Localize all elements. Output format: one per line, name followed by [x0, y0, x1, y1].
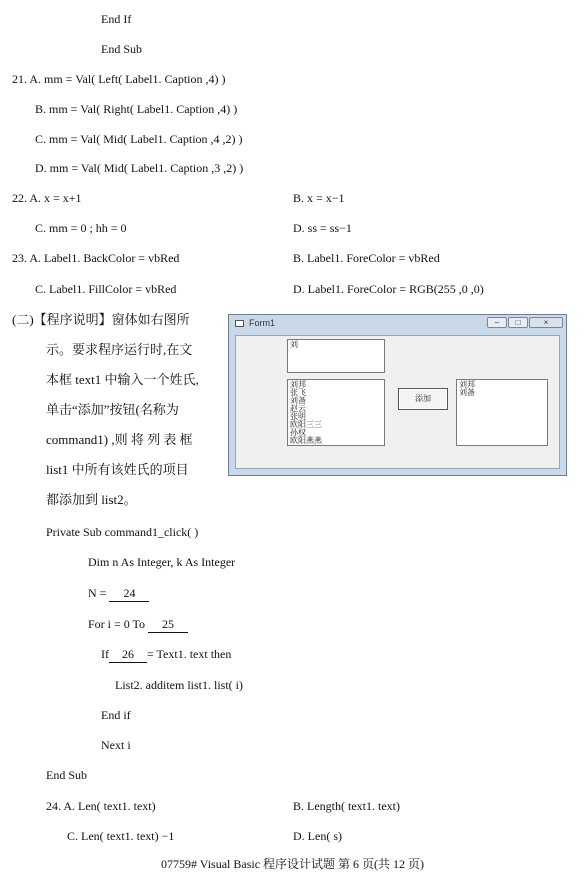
list1-item[interactable]: 张飞 — [290, 388, 306, 397]
code-line-dim: Dim n As Integer, k As Integer — [88, 555, 236, 569]
blank-26: 26 — [109, 646, 147, 663]
code-line-for — [88, 616, 188, 633]
list2-item[interactable]: 刘邦 — [459, 380, 475, 389]
code-line-n — [88, 585, 149, 602]
section-desc-line-3: 本框 text1 中输入一个姓氏, — [46, 372, 199, 387]
page-footer: 07759# Visual Basic 程序设计试题 第 6 页(共 12 页) — [160, 857, 425, 871]
close-icon[interactable]: × — [529, 317, 563, 328]
section-desc-line-4: 单击“添加”按钮(名称为 — [46, 402, 179, 417]
q22-option-b: B. x = x−1 — [293, 191, 345, 205]
q24-option-a: 24. A. Len( text1. text) — [46, 799, 156, 813]
blank-24: 24 — [109, 585, 149, 602]
q21-option-a: 21. A. mm = Val( Left( Label1. Caption ,4) ) — [12, 72, 226, 86]
q22-option-a: 22. A. x = x+1 — [12, 191, 82, 205]
code-line-endsub: End Sub — [46, 768, 88, 782]
maximize-icon[interactable]: □ — [508, 317, 528, 328]
q22-option-c: C. mm = 0 ; hh = 0 — [35, 221, 127, 235]
code-line-endif: End if — [101, 708, 131, 722]
code-line-end-sub: End Sub — [101, 42, 143, 56]
minimize-icon[interactable]: – — [487, 317, 507, 328]
form1-titlebar — [229, 315, 566, 333]
q21-option-c: C. mm = Val( Mid( Label1. Caption ,4 ,2) ) — [35, 132, 243, 146]
q24-option-d: D. Len( s) — [293, 829, 342, 843]
q23-option-c: C. Label1. FillColor = vbRed — [35, 282, 177, 296]
code-for-prefix: For i = 0 To — [88, 617, 146, 631]
section-desc-line-2: 示。要求程序运行时,在文 — [46, 342, 193, 357]
list1-item[interactable]: 刘邦 — [290, 380, 306, 389]
add-button[interactable]: 添加 — [398, 388, 448, 410]
form1-client-area — [235, 335, 560, 469]
section-desc-line-6: list1 中所有该姓氏的项目 — [46, 462, 189, 477]
list2-listbox[interactable] — [456, 379, 548, 446]
list1-item[interactable]: 张明 — [290, 412, 306, 421]
code-if-prefix: If — [101, 647, 109, 661]
form-icon — [235, 320, 244, 327]
list1-item[interactable]: 欧阳三三 — [290, 420, 322, 429]
q23-option-b: B. Label1. ForeColor = vbRed — [293, 251, 440, 265]
text1-textbox[interactable] — [287, 339, 385, 373]
q23-option-a: 23. A. Label1. BackColor = vbRed — [12, 251, 180, 265]
list1-listbox[interactable] — [287, 379, 385, 446]
code-line-next: Next i — [101, 738, 131, 752]
q24-option-b: B. Length( text1. text) — [293, 799, 400, 813]
form1-window — [228, 314, 567, 476]
q21-option-d: D. mm = Val( Mid( Label1. Caption ,3 ,2) ) — [35, 161, 244, 175]
section-desc-line-1: (二)【程序说明】窗体如右图所 — [12, 312, 190, 327]
list1-item[interactable]: 赵云 — [290, 404, 306, 413]
blank-25: 25 — [148, 616, 188, 633]
form1-title: Form1 — [249, 318, 276, 328]
code-line-additem: List2. additem list1. list( i) — [115, 678, 243, 692]
q23-option-d: D. Label1. ForeColor = RGB(255 ,0 ,0) — [293, 282, 484, 296]
section-desc-line-7: 都添加到 list2。 — [46, 492, 137, 507]
section-desc-line-5: command1) ,则 将 列 表 框 — [46, 432, 193, 447]
code-n-prefix: N = — [88, 586, 107, 600]
code-line-if — [101, 646, 231, 663]
code-if-suffix: = Text1. text then — [147, 647, 232, 661]
list1-item[interactable]: 欧阳燕燕 — [290, 436, 322, 445]
q22-option-d: D. ss = ss−1 — [293, 221, 352, 235]
code-line-end-if: End If — [101, 12, 132, 26]
list1-item[interactable]: 孙权 — [290, 428, 306, 437]
text1-value: 刘 — [290, 340, 298, 349]
q21-option-b: B. mm = Val( Right( Label1. Caption ,4) ) — [35, 102, 238, 116]
list2-item[interactable]: 刘备 — [459, 388, 475, 397]
code-line-sub: Private Sub command1_click( ) — [46, 525, 199, 539]
q24-option-c: C. Len( text1. text) −1 — [67, 829, 175, 843]
list1-item[interactable]: 刘备 — [290, 396, 306, 405]
